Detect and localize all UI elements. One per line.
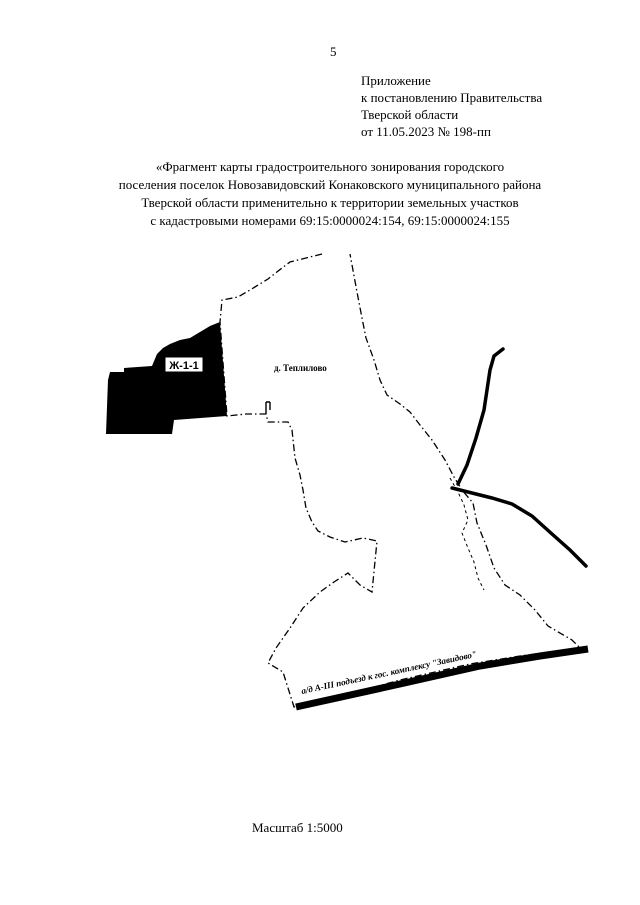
appendix-header	[361, 72, 542, 140]
appendix-line-1: Приложение	[361, 73, 431, 88]
title-line-4: с кадастровыми номерами 69:15:0000024:154, 69:15:0000024:155	[150, 213, 510, 228]
appendix-line-2: к постановлению Правительства	[361, 90, 543, 105]
village-label: д. Теплилово	[274, 363, 327, 373]
appendix-line-4: от 11.05.2023 № 198-пп	[361, 124, 491, 139]
territory-boundary	[220, 254, 580, 707]
title-line-2: поселения поселок Новозавидовский Конаковского муниципального района	[118, 177, 542, 192]
zoning-map	[0, 240, 640, 720]
title-line-3: Тверской области применительно к территории земельных участков	[141, 195, 519, 210]
title-line-1: «Фрагмент карты градостроительного зонирования городского	[155, 159, 505, 174]
road-label: а/д А-III подъезд к гос. комплексу "Завидово"	[300, 648, 478, 696]
road-branch-line	[452, 488, 586, 566]
zone-label: Ж-1-1	[169, 360, 199, 372]
appendix-line-3: Тверской области	[361, 107, 459, 122]
map-scale: Масштаб 1:5000	[252, 820, 343, 835]
zone-zh-1-1-area	[106, 322, 227, 434]
document-title	[60, 158, 600, 230]
page-number: 5	[330, 44, 337, 59]
stream-line	[458, 349, 503, 484]
boundary-ticks	[266, 402, 270, 414]
